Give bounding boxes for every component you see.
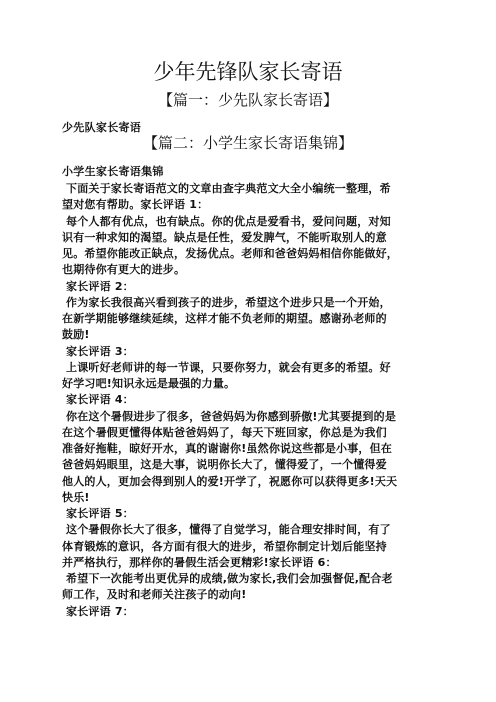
text-line: 快乐! bbox=[62, 490, 90, 504]
text-line: 你在这个暑假进步了很多，爸爸妈妈为你感到骄傲!尤其要提到的是 bbox=[66, 409, 397, 423]
text-line: 这个暑假你长大了很多，懂得了自觉学习，能合理安排时间，有了 bbox=[66, 523, 391, 537]
text-line: 爸爸妈妈眼里，这是大事，说明你长大了，懂得爱了，一个懂得爱 bbox=[62, 458, 387, 472]
body-text bbox=[62, 181, 444, 620]
document-title: 少年先锋队家长寄语 bbox=[153, 60, 343, 84]
text-line: 家长评语 5： bbox=[66, 507, 134, 520]
section-subtitle-1: 【篇一：少先队家长寄语】 bbox=[157, 91, 338, 109]
text-line: 师工作，及时和老师关注孩子的动向! bbox=[62, 588, 247, 602]
text-line: 每个人都有优点，也有缺点。你的优点是爱看书，爱问问题，对知 bbox=[66, 214, 391, 228]
text-line: 在这个暑假更懂得体贴爸爸妈妈了，每天下班回家，你总是为我们 bbox=[62, 425, 387, 439]
text-line: 上课听好老师讲的每一节课，只要你努力，就会有更多的希望。好 bbox=[66, 360, 391, 374]
text-line: 体育锻炼的意识，各方面有很大的进步，希望你制定计划后能坚持 bbox=[62, 539, 387, 553]
section-subtitle-2: 【篇二：小学生家长寄语集锦】 bbox=[142, 134, 353, 152]
text-line: 准备好拖鞋，晾好开水，真的谢谢你!虽然你说这些都是小事，但在 bbox=[62, 442, 393, 455]
text-line: 家长评语 3： bbox=[66, 344, 134, 358]
section-heading-1: 少先队家长寄语 bbox=[62, 121, 142, 134]
section-heading-2: 小学生家长寄语集锦 bbox=[62, 165, 164, 178]
text-line: 也期待你有更大的进步。 bbox=[62, 263, 186, 277]
text-line: 在新学期能够继续延续，这样才能不负老师的期望。感谢孙老师的 bbox=[62, 312, 387, 325]
text-line: 并严格执行，那样你的暑假生活会更精彩!家长评语 6： bbox=[62, 555, 337, 569]
text-line: 识有一种求知的渴望。缺点是任性，爱发脾气，不能听取别人的意 bbox=[62, 230, 387, 244]
text-line: 希望下一次能考出更优异的成绩,做为家长,我们会加强督促,配合老 bbox=[66, 572, 393, 585]
text-line: 好学习吧!知识永远是最强的力量。 bbox=[62, 377, 236, 390]
text-line: 鼓励! bbox=[62, 328, 90, 342]
text-line: 家长评语 4： bbox=[66, 393, 134, 407]
text-line: 家长评语 2： bbox=[66, 279, 134, 293]
text-line: 他人的人，更加会得到别人的爱!开学了，祝愿你可以获得更多!天天 bbox=[62, 474, 398, 488]
text-line: 下面关于家长寄语范文的文章由查字典范文大全小编统一整理，希 bbox=[66, 182, 391, 195]
text-line: 望对您有帮助。家长评语 1： bbox=[62, 198, 209, 212]
text-line: 家长评语 7： bbox=[66, 604, 134, 618]
text-line: 作为家长我很高兴看到孩子的进步，希望这个进步只是一个开始， bbox=[66, 295, 391, 309]
text-line: 见。希望你能改正缺点，发扬优点。老师和爸爸妈妈相信你能做好， bbox=[62, 247, 398, 260]
